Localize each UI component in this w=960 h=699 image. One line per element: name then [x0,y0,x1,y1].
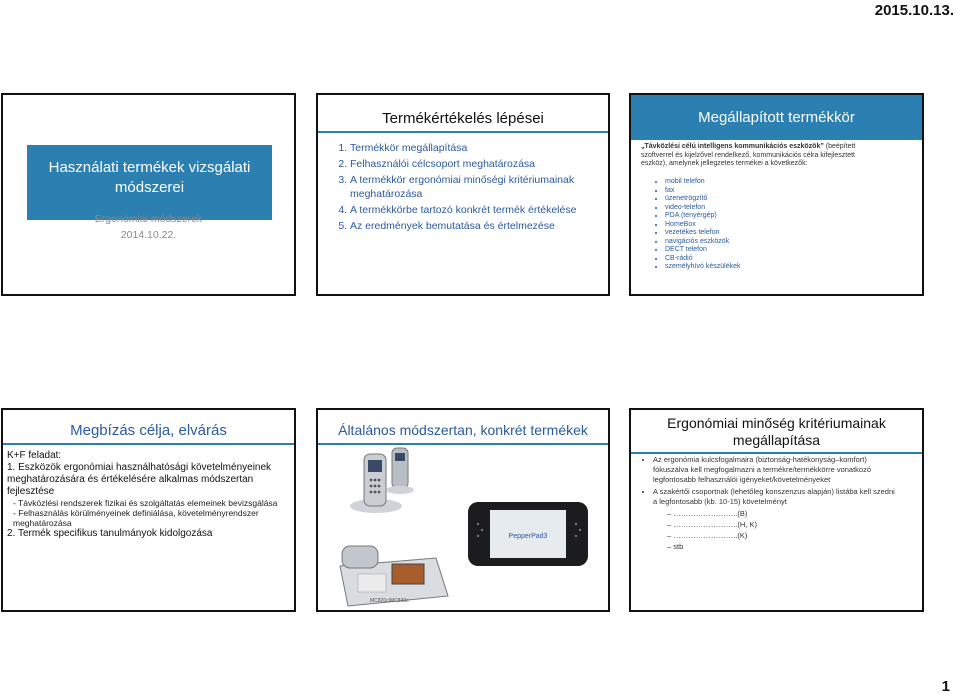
criteria-list [639,455,898,554]
list-item [653,487,898,552]
list-item: • személyhívó készülékek [665,263,740,272]
list-item: – ……………………..(B) [667,509,898,519]
title-divider [318,443,608,445]
slide-5-thumbnail [316,408,610,612]
slide-title: Megbízás célja, elvárás [70,422,227,439]
list-item: • navigációs eszközök [665,238,740,247]
list-item: • vezetékes telefon [665,229,740,238]
title-band [27,145,272,220]
product-list [653,178,740,272]
cordless-phone-image [350,448,414,513]
slide-title: Termékértékelés lépései [382,110,544,127]
list-item: – stb [667,542,898,552]
slide-4-thumbnail [1,408,296,612]
slide-body [7,450,292,540]
sub-item: - Felhasználás körülményeinek definiálása, követelményrendszer meghatározása [13,508,259,528]
title-divider [318,131,608,133]
product-photos [318,446,608,612]
title-divider [631,452,922,454]
list-item: 1. Eszközök ergonómiai használhatósági követelményeinek meghatározására és értékelésére alkalmas módszertan fejlesztése [7,462,272,497]
list-item: • mobil telefon [665,178,740,187]
list-item: • HomeBox [665,221,740,230]
list-item: 2. Felhasználói célcsoport meghatározása [350,157,590,171]
slide-title: Ergonómiai minőség kritériumainak megállapítása [667,415,886,448]
slide-6-thumbnail [629,408,924,612]
slide-3-thumbnail [629,93,924,296]
sub-item: - Távközlési rendszerek fizikai és szolgáltatás elemeinek bevizsgálása [13,498,278,508]
list-item: 1. Termékkör megállapítása [350,141,590,155]
slide-subtitle: Ergonómiai módszerek [94,213,203,225]
intro-bold: „Távközlési célú intelligens kommunikációs eszközök” [641,143,824,150]
tablet-device-image [468,502,588,566]
desk-phone-image [340,546,448,606]
intro-rest: (beépített szoftverrel és kijelzővel rendelkező, kommunikációs célra kifejlesztett eszköz), amelynek jellegzetes termékei a következők: [641,143,856,167]
page-number: 1 [941,678,950,695]
list-item: 4. A termékkörbe tartozó konkrét termék értékelése [350,203,590,217]
list-item: 5. Az eredmények bemutatása és értelmezése [350,219,590,233]
list-item: • üzenetrögzítő [665,195,740,204]
task-label: K+F feladat: [7,450,62,461]
title-divider [3,443,294,445]
list-item: 3. A termékkör ergonómiai minőségi kritériumainak meghatározása [350,173,590,201]
requirement-list [653,509,898,552]
list-item: – ……………………..(H, K) [667,520,898,530]
slide-1-thumbnail [1,93,296,296]
screen-brand: PepperPad3 [508,533,548,540]
slide-2-thumbnail [316,93,610,296]
document-date: 2015.10.13. [874,2,954,19]
intro-paragraph [641,143,881,169]
list-item: 2. Termék specifikus tanulmányok kidolgozása [7,528,213,539]
title-band [631,95,922,140]
list-item: • DECT telefon [665,246,740,255]
slide-title: Megállapított termékkör [698,109,855,126]
list-item: • CB-rádió [665,255,740,264]
list-item: – ……………………..(K) [667,531,898,541]
slide-title: Általános módszertan, konkrét termékek [338,422,588,438]
list-item-text: A szakértői csoportnak (lehetőleg konszenzus alapján) listába kell szedni a legfontosabb (kb. 10-15) követelményt [653,487,895,506]
list-item: • video-telefon [665,204,740,213]
photo-caption: MC820c/MC830c [370,598,409,604]
slide-date: 2014.10.22. [120,229,177,241]
list-item: • Az ergonómia kulcsfogalmaira (biztonság-hatékonyság–komfort) fókuszálva kell megfogalmazni a termékre/termékkörre vonatkozó legfontosabb felhasználói igényeket/követelményeket [653,455,898,485]
list-item: • PDA (tenyérgép) [665,212,740,221]
slide-title: Használati termékek vizsgálati módszerei [48,159,251,196]
list-item: • fax [665,187,740,196]
steps-list [332,141,590,235]
